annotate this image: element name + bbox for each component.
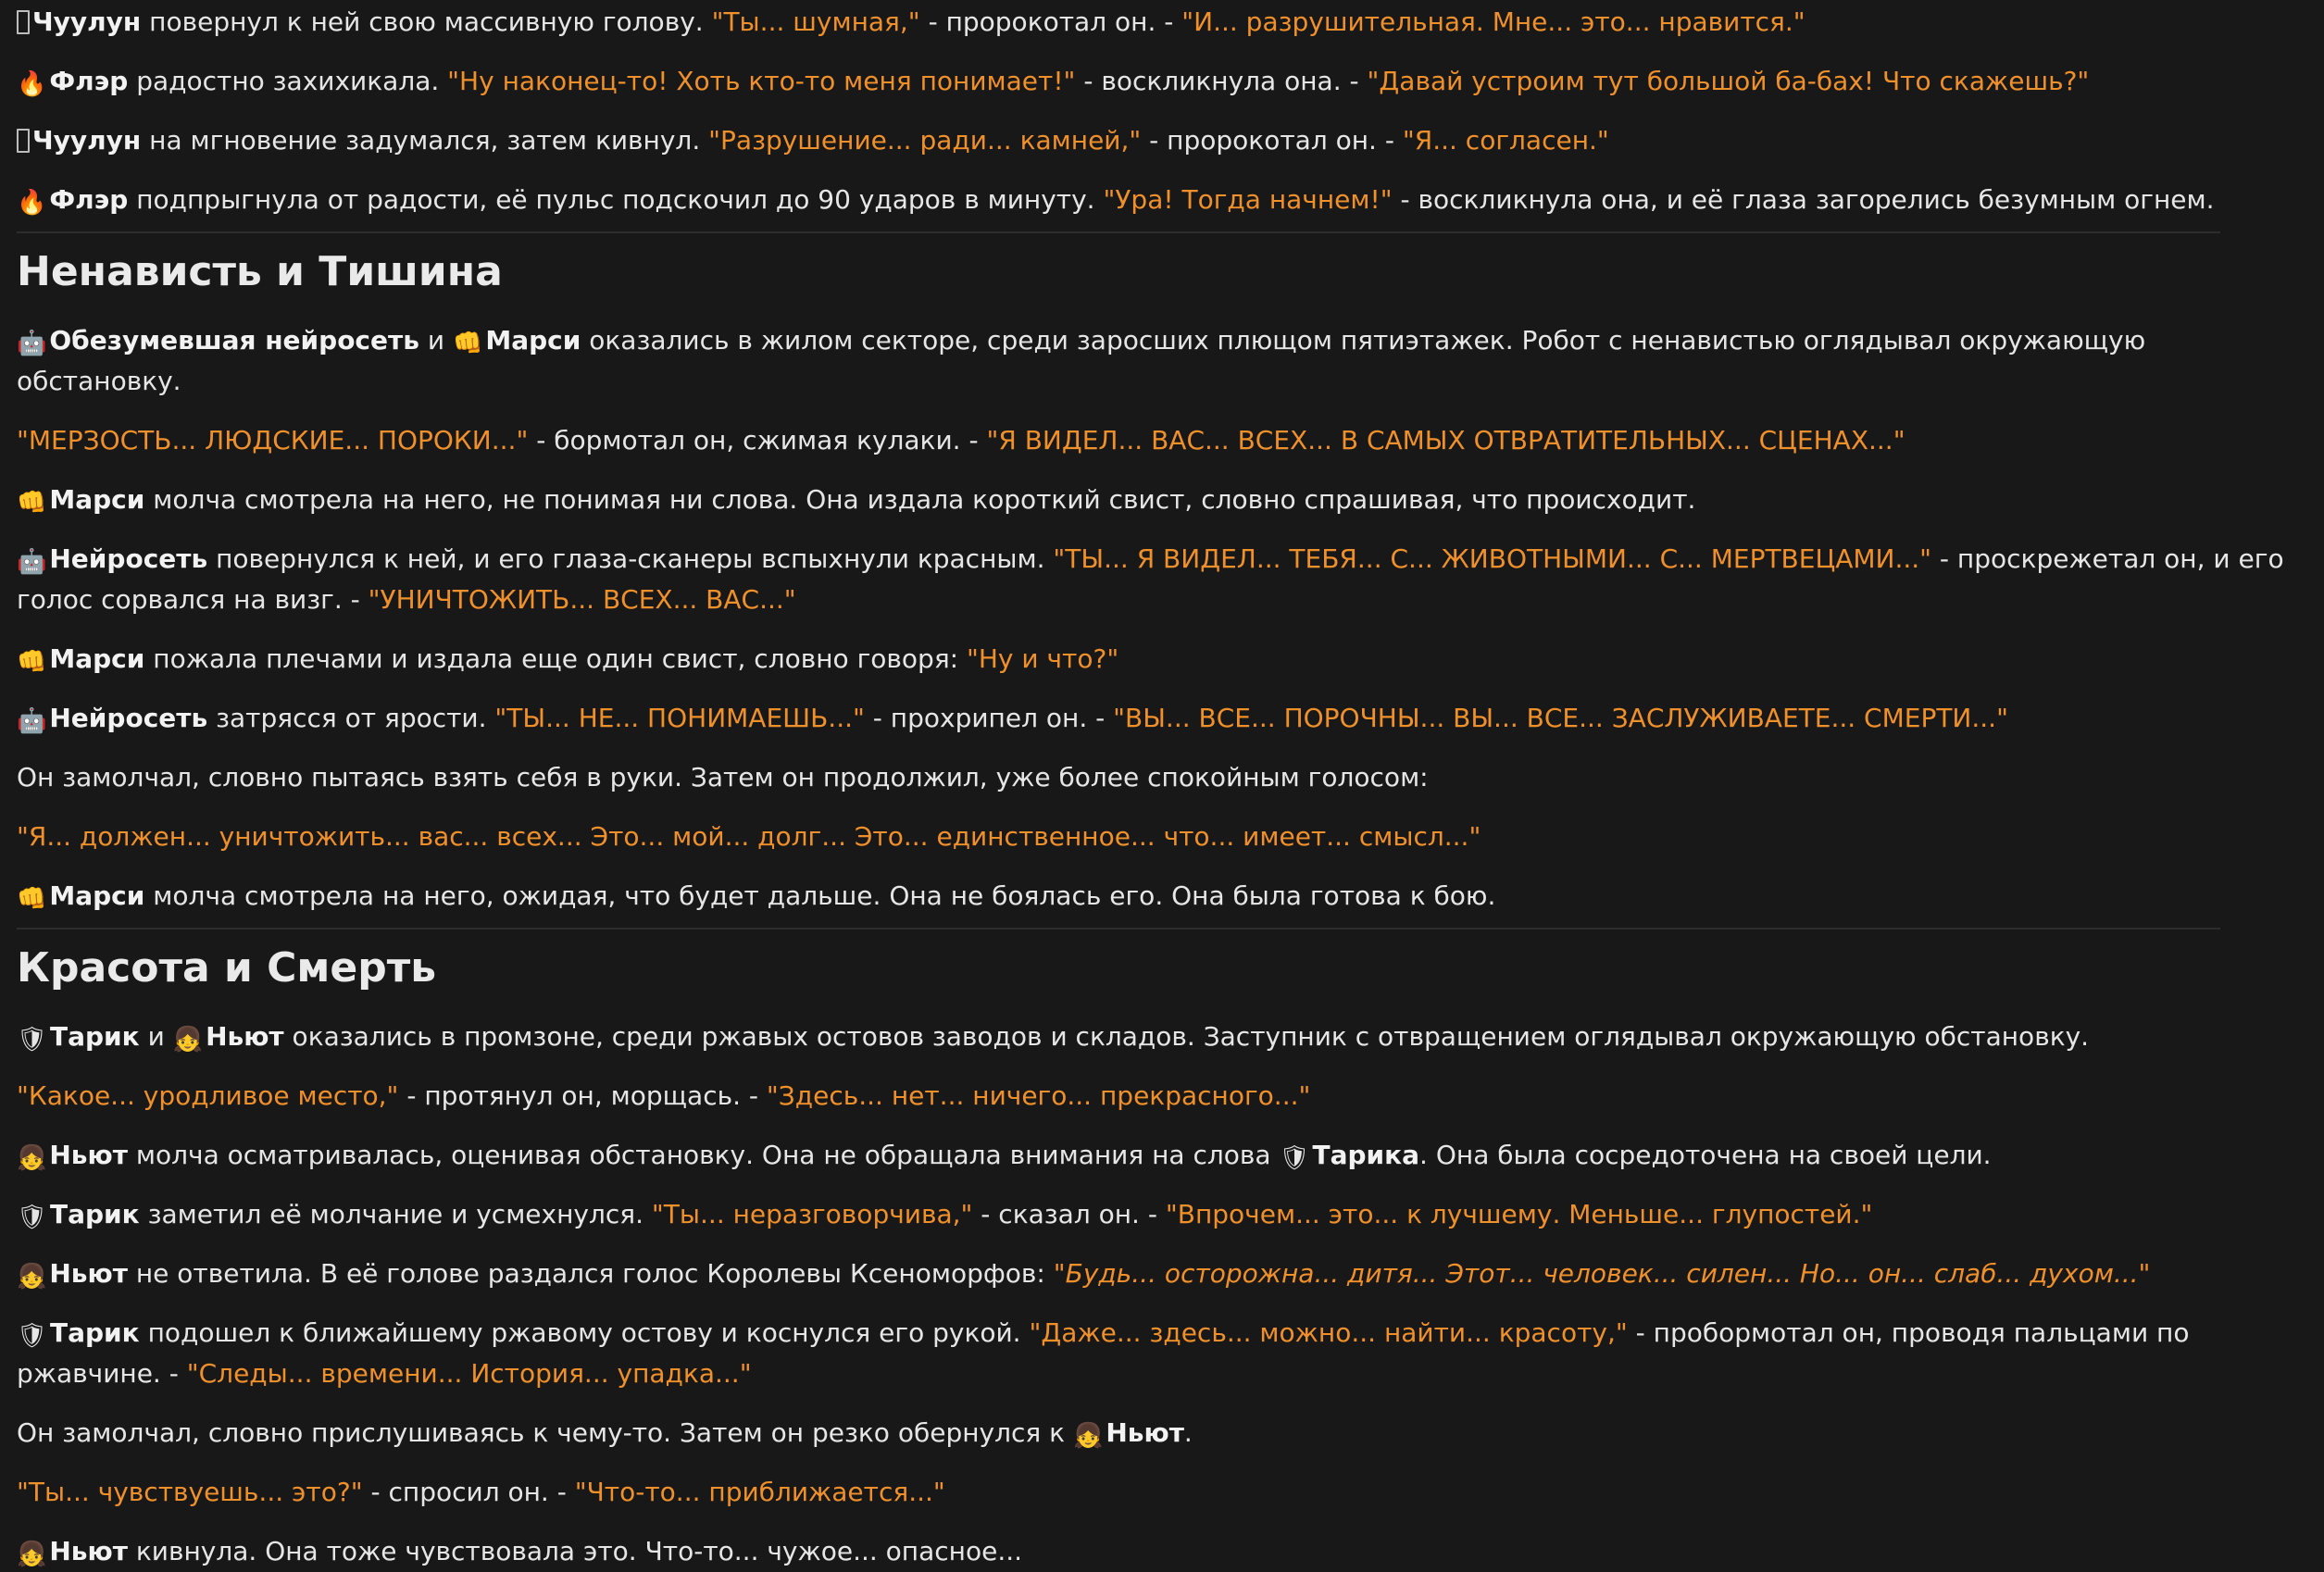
section-divider — [17, 231, 2220, 233]
paragraph — [17, 1531, 2307, 1572]
quote: "Какое... уродливое место," — [17, 1080, 399, 1111]
narration: Он замолчал, словно пытаясь взять себя в руки. Затем он продолжил, уже более спокойным голосом: — [17, 762, 1429, 792]
paragraph — [17, 320, 2307, 402]
character-name: Флэр — [49, 66, 129, 96]
paragraph — [17, 480, 2307, 520]
girl-face-icon: 👧 — [17, 1144, 47, 1172]
quote: "И... разрушительная. Мне... это... нравится." — [1181, 6, 1805, 37]
section-heading: Красота и Смерть — [17, 944, 437, 992]
fist-icon: 👊 — [17, 885, 47, 913]
character-name: Обезумевшая нейросеть — [49, 325, 419, 356]
narration: - спросил он. - — [362, 1477, 575, 1507]
quote: "МЕРЗОСТЬ... ЛЮДСКИЕ... ПОРОКИ..." — [17, 425, 529, 455]
quote: "Что-то... приближается..." — [574, 1477, 945, 1507]
character-name: Тарик — [50, 1317, 140, 1348]
paragraph — [17, 639, 2307, 680]
section-divider — [17, 928, 2220, 929]
narration: - пробормотал он, проводя пальцами по ржавчине. - — [17, 1317, 2190, 1389]
narration: - воскликнула она. - — [1075, 66, 1368, 96]
character-name: Ньют — [49, 1536, 128, 1566]
character-name: Нейросеть — [49, 703, 208, 733]
narration: - прохрипел он. - — [864, 703, 1114, 733]
fist-icon: 👊 — [452, 330, 483, 357]
character-name: Тарик — [50, 1199, 140, 1229]
narration: оказались в жилом секторе, среди заросших плющом пятиэтажек. Робот с ненавистью оглядывал окружающую обстановку. — [17, 325, 2146, 396]
quote: "ТЫ... НЕ... ПОНИМАЕШЬ..." — [494, 703, 865, 733]
paragraph — [17, 1017, 2307, 1057]
character-name: Ньют — [206, 1021, 284, 1052]
character-name: Марси — [49, 643, 145, 674]
narration: - бормотал он, сжимая кулаки. - — [528, 425, 987, 455]
paragraph — [17, 876, 2307, 917]
character-name: Тарика — [1312, 1140, 1420, 1170]
quote: "Давай устроим тут большой ба-бах! Что скажешь?" — [1367, 66, 2090, 96]
narration: . — [1183, 1417, 1193, 1448]
paragraph — [17, 180, 2307, 220]
character-name: Флэр — [49, 184, 129, 215]
character-name: Чуулун — [32, 125, 142, 156]
robot-face-icon: 🤖 — [17, 707, 47, 735]
narration: на мгновение задумался, затем кивнул. — [141, 125, 709, 156]
fist-icon: 👊 — [17, 489, 47, 517]
quote: "Ты... неразговорчива," — [651, 1199, 973, 1229]
girl-face-icon: 👧 — [17, 1541, 47, 1568]
quote: "Я... согласен." — [1402, 125, 1609, 156]
narration: оказались в промзоне, среди ржавых остовов заводов и складов. Заступник с отвращением оглядывал окружающую обстановку. — [283, 1021, 2090, 1052]
quote: "Я ВИДЕЛ... ВАС... ВСЕХ... В САМЫХ ОТВРАТИТЕЛЬНЫХ... СЦЕНАХ..." — [986, 425, 1905, 455]
narration: - проскрежетал он, и его голос сорвался на визг. - — [17, 543, 2284, 615]
paragraph — [17, 420, 2307, 461]
narration: Он замолчал, словно прислушиваясь к чему-то. Затем он резко обернулся к — [17, 1417, 1073, 1448]
paragraph — [17, 817, 2307, 857]
narration: не ответила. В её голове раздался голос Королевы Ксеноморфов: — [127, 1258, 1054, 1289]
shield-icon: 🛡 — [1279, 1144, 1310, 1172]
paragraph — [17, 757, 2307, 798]
quote: "Ну и что?" — [967, 643, 1119, 674]
narration: подпрыгнула от радости, её пульс подскочил до 90 ударов в минуту. — [128, 184, 1104, 215]
narration: кивнула. Она тоже чувствовала это. Что-то... чужое... опасное... — [127, 1536, 1023, 1566]
girl-face-icon: 👧 — [172, 1026, 204, 1054]
quote: "Здесь... нет... ничего... прекрасного..." — [766, 1080, 1311, 1111]
character-name: Марси — [49, 484, 145, 515]
character-name: Чуулун — [32, 6, 142, 37]
quote: "Впрочем... это... к лучшему. Меньше... глупостей." — [1165, 1199, 1873, 1229]
narration: радостно захихикала. — [128, 66, 448, 96]
paragraph — [17, 1313, 2307, 1394]
robot-face-icon: 🤖 — [17, 330, 47, 357]
character-name: Ньют — [1106, 1417, 1184, 1448]
narration: молча осматривалась, оценивая обстановку. Она не обращала внимания на слова — [127, 1140, 1280, 1170]
narration: затрясся от ярости. — [207, 703, 495, 733]
character-name: Нейросеть — [49, 543, 208, 574]
fist-icon: 👊 — [17, 648, 47, 676]
narration: и — [419, 325, 453, 356]
girl-face-icon: 👧 — [17, 1263, 47, 1291]
quote: "ВЫ... ВСЕ... ПОРОЧНЫ... ВЫ... ВСЕ... ЗАСЛУЖИВАЕТЕ... СМЕРТИ..." — [1113, 703, 2008, 733]
character-name: Марси — [49, 880, 145, 911]
paragraph — [17, 539, 2307, 620]
quote: "Следы... времени... История... упадка..." — [186, 1358, 752, 1389]
narration: молча смотрела на него, ожидая, что будет дальше. Она не боялась его. Она была готова к бою. — [144, 880, 1496, 911]
paragraph — [17, 1472, 2307, 1513]
narration: - протянул он, морщась. - — [398, 1080, 767, 1111]
narration: повернулся к ней, и его глаза-сканеры вспыхнули красным. — [207, 543, 1054, 574]
robot-face-icon: 🤖 — [17, 548, 47, 576]
quote: "Ты... шумная," — [711, 6, 920, 37]
fire-icon: 🔥 — [17, 189, 47, 217]
missing-glyph-icon — [17, 10, 30, 34]
paragraph — [17, 61, 2307, 102]
shield-icon: 🛡 — [17, 1026, 48, 1054]
chat-message-content — [0, 2, 2324, 1568]
character-name: Марси — [485, 325, 581, 356]
quote: "Даже... здесь... можно... найти... красоту," — [1029, 1317, 1628, 1348]
quote: "Будь... осторожна... дитя... Этот... человек... силен... Но... он... слаб... духом..." — [1053, 1258, 2151, 1289]
paragraph — [17, 2, 2307, 43]
paragraph — [17, 1194, 2307, 1235]
quote: "УНИЧТОЖИТЬ... ВСЕХ... ВАС..." — [368, 584, 796, 615]
narration: заметил её молчание и усмехнулся. — [139, 1199, 652, 1229]
character-name: Ньют — [49, 1140, 128, 1170]
narration: - сказал он. - — [972, 1199, 1166, 1229]
narration: пожала плечами и издала еще один свист, словно говоря: — [144, 643, 967, 674]
fire-icon: 🔥 — [17, 70, 47, 98]
quote: "Ты... чувствуешь... это?" — [17, 1477, 363, 1507]
quote: "Разрушение... ради... камней," — [708, 125, 1142, 156]
quote: "Ну наконец-то! Хоть кто-то меня понимает!" — [447, 66, 1076, 96]
narration: и — [139, 1021, 173, 1052]
shield-icon: 🛡 — [17, 1204, 48, 1231]
girl-face-icon: 👧 — [1072, 1422, 1104, 1450]
paragraph — [17, 698, 2307, 739]
missing-glyph-icon — [17, 129, 30, 153]
quote: "ТЫ... Я ВИДЕЛ... ТЕБЯ... С... ЖИВОТНЫМИ... С... МЕРТВЕЦАМИ..." — [1053, 543, 1932, 574]
narration: подошел к ближайшему ржавому остову и коснулся его рукой. — [139, 1317, 1030, 1348]
paragraph — [17, 120, 2307, 161]
quote: "Ура! Тогда начнем!" — [1103, 184, 1393, 215]
narration: - пророкотал он. - — [1141, 125, 1403, 156]
quote: "Я... должен... уничтожить... вас... всех... Это... мой... долг... Это... единственное... что... имеет... смысл..." — [17, 821, 1481, 852]
paragraph — [17, 1254, 2307, 1294]
paragraph — [17, 1413, 2307, 1453]
narration: - воскликнула она, и её глаза загорелись безумным огнем. — [1392, 184, 2215, 215]
paragraph — [17, 1076, 2307, 1117]
character-name: Ньют — [49, 1258, 128, 1289]
narration: повернул к ней свою массивную голову. — [141, 6, 712, 37]
character-name: Тарик — [50, 1021, 140, 1052]
shield-icon: 🛡 — [17, 1322, 48, 1350]
paragraph — [17, 1135, 2307, 1176]
narration: . Она была сосредоточена на своей цели. — [1419, 1140, 1992, 1170]
narration: - пророкотал он. - — [919, 6, 1182, 37]
narration: молча смотрела на него, не понимая ни слова. Она издала короткий свист, словно спрашивая, что происходит. — [144, 484, 1696, 515]
section-heading: Ненависть и Тишина — [17, 248, 503, 295]
